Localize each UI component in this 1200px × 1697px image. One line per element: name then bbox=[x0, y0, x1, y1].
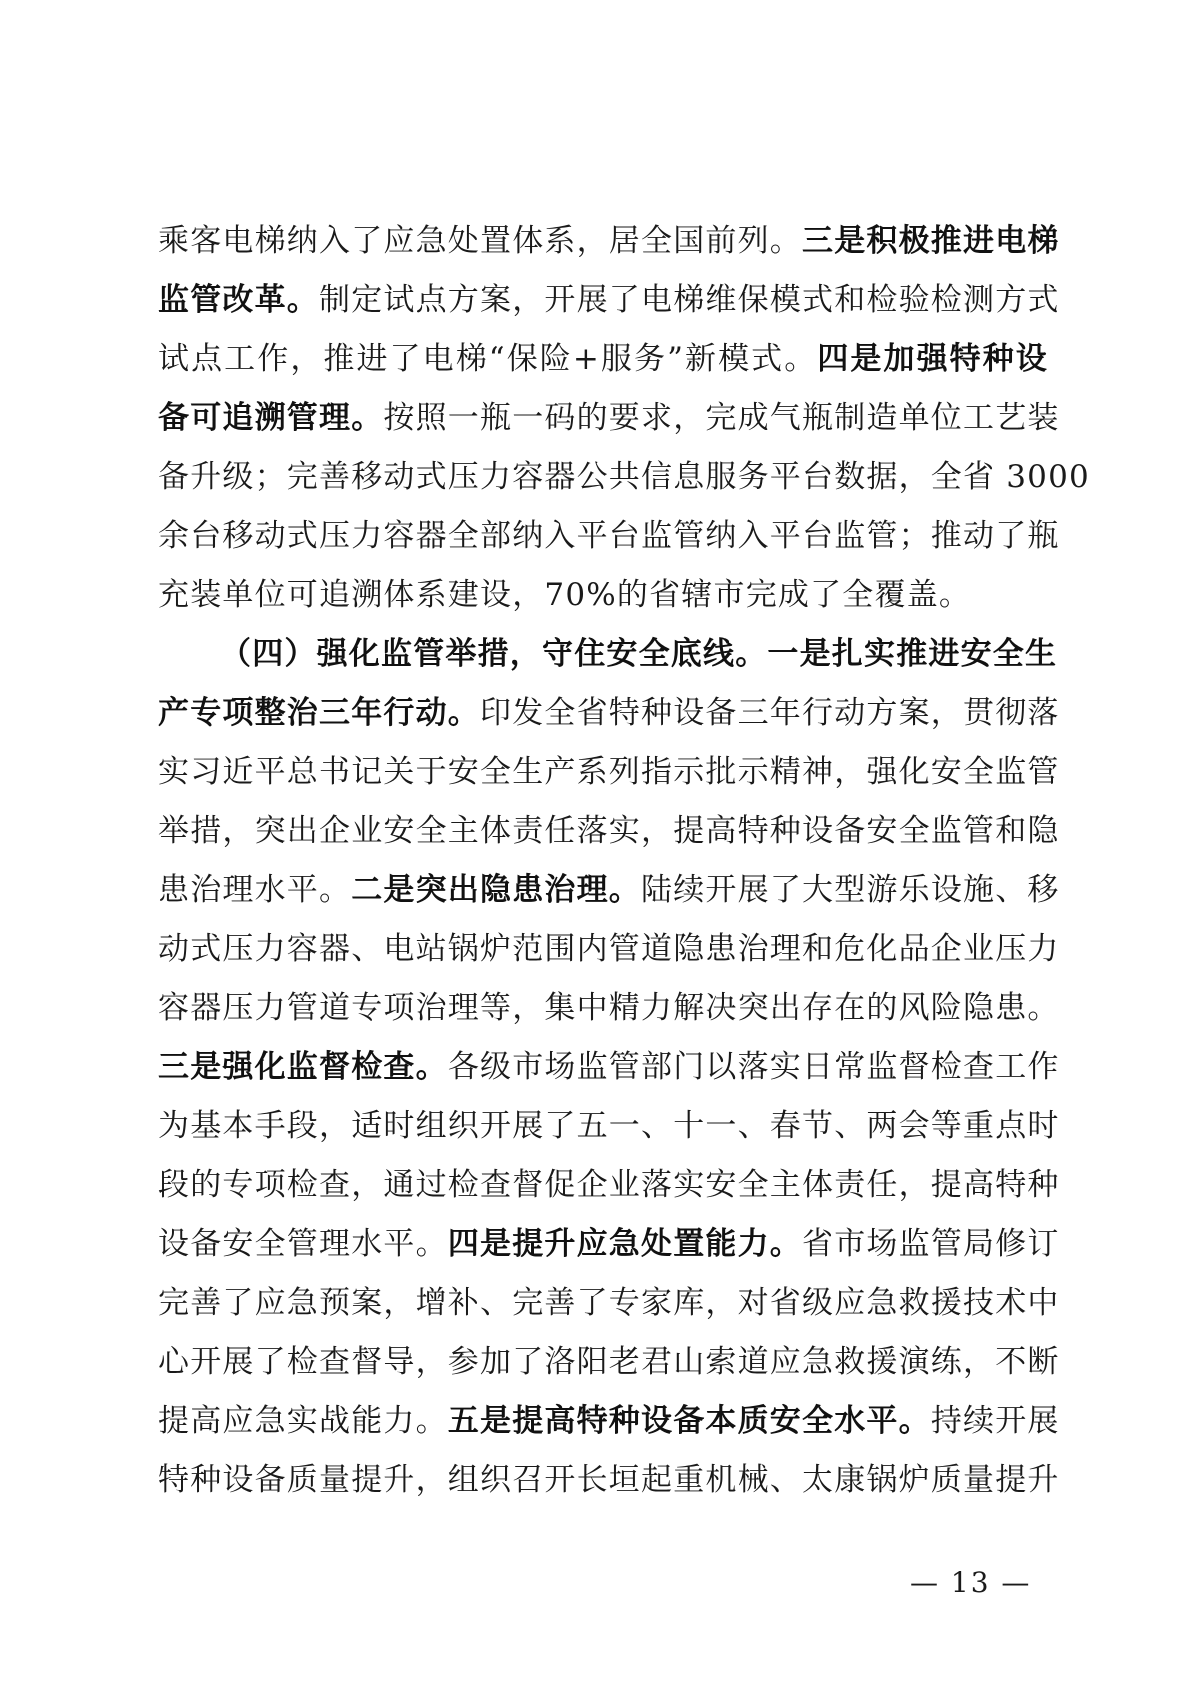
body-text-span: 各级市场监管部门以落实日常监督检查工作 bbox=[447, 1049, 1060, 1085]
body-text-span: 乘客电梯纳入了应急处置体系，居全国前列。 bbox=[158, 223, 802, 259]
body-text-span: 设备安全管理水平。 bbox=[158, 1226, 448, 1262]
text-line bbox=[158, 212, 1060, 271]
text-line bbox=[158, 743, 1060, 802]
body-text-span: 为基本手段，适时组织开展了五一、十一、春节、两会等重点时 bbox=[158, 1108, 1060, 1144]
body-text-span: 余台移动式压力容器全部纳入平台监管纳入平台监管；推动了瓶 bbox=[158, 518, 1060, 554]
body-text-span: 印发全省特种设备三年行动方案，贯彻落 bbox=[480, 695, 1060, 731]
text-line bbox=[158, 1038, 1060, 1097]
text-line bbox=[158, 1392, 1060, 1451]
text-line bbox=[158, 684, 1060, 743]
text-line bbox=[158, 566, 1048, 625]
body-text-span: 患治理水平。 bbox=[158, 872, 352, 908]
body-text-span: 举措，突出企业安全主体责任落实，提高特种设备安全监管和隐 bbox=[158, 813, 1060, 849]
body-text-span: 心开展了检查督导，参加了洛阳老君山索道应急救援演练，不断 bbox=[158, 1344, 1060, 1380]
text-line bbox=[158, 389, 1060, 448]
text-line bbox=[158, 1451, 1060, 1510]
body-text-span: 省市场监管局修订 bbox=[802, 1226, 1060, 1262]
bold-heading-text: 产专项整治三年行动。 bbox=[158, 695, 480, 731]
bold-heading-text: 五是提高特种设备本质安全水平。 bbox=[447, 1403, 931, 1439]
body-text-span: 特种设备质量提升，组织召开长垣起重机械、太康锅炉质量提升 bbox=[158, 1462, 1060, 1498]
text-line bbox=[158, 507, 1060, 566]
text-line bbox=[158, 448, 1090, 507]
bold-heading-text: 二是突出隐患治理。 bbox=[351, 872, 642, 908]
text-line bbox=[158, 1097, 1060, 1156]
bold-heading-text: 备可追溯管理。 bbox=[158, 400, 384, 436]
text-line bbox=[158, 861, 1060, 920]
bold-heading-text: 四是加强特种设 bbox=[817, 341, 1048, 377]
bold-heading-text: 三是积极推进电梯 bbox=[802, 223, 1060, 259]
text-line bbox=[158, 920, 1060, 979]
body-text-span: 段的专项检查，通过检查督促企业落实安全主体责任，提高特种 bbox=[158, 1167, 1060, 1203]
body-text-span: 备升级；完善移动式压力容器公共信息服务平台数据，全省 3000 bbox=[158, 459, 1090, 495]
text-line bbox=[158, 802, 1060, 861]
text-line bbox=[158, 625, 1058, 684]
text-line bbox=[158, 979, 1060, 1038]
text-line bbox=[158, 1156, 1060, 1215]
body-text-span: 提高应急实战能力。 bbox=[158, 1403, 448, 1439]
bold-heading-text: 监管改革。 bbox=[158, 282, 319, 318]
bold-heading-text: （四）强化监管举措，守住安全底线。一是扎实推进安全生 bbox=[220, 636, 1058, 672]
page-number: — 13 — bbox=[910, 1566, 1032, 1599]
body-text-span: 试点工作，推进了电梯“保险+服务”新模式。 bbox=[158, 341, 818, 377]
text-line bbox=[158, 1274, 1060, 1333]
bold-heading-text: 四是提升应急处置能力。 bbox=[447, 1226, 803, 1262]
body-text-span: 持续开展 bbox=[930, 1403, 1060, 1439]
text-line bbox=[158, 271, 1060, 330]
body-text-span: 陆续开展了大型游乐设施、移 bbox=[641, 872, 1060, 908]
body-text-span: 容器压力管道专项治理等，集中精力解决突出存在的风险隐患。 bbox=[158, 990, 1060, 1026]
text-line bbox=[158, 1333, 1060, 1392]
bold-heading-text: 三是强化监督检查。 bbox=[158, 1049, 448, 1085]
body-text-span: 制定试点方案，开展了电梯维保模式和检验检测方式 bbox=[319, 282, 1060, 318]
body-text-span: 实习近平总书记关于安全生产系列指示批示精神，强化安全监管 bbox=[158, 754, 1060, 790]
body-text-span: 动式压力容器、电站锅炉范围内管道隐患治理和危化品企业压力 bbox=[158, 931, 1060, 967]
text-line bbox=[158, 330, 1048, 389]
body-text-span: 充装单位可追溯体系建设，70%的省辖市完成了全覆盖。 bbox=[158, 577, 972, 613]
text-line bbox=[158, 1215, 1060, 1274]
body-text-span: 按照一瓶一码的要求，完成气瓶制造单位工艺装 bbox=[383, 400, 1060, 436]
body-text-span: 完善了应急预案，增补、完善了专家库，对省级应急救援技术中 bbox=[158, 1285, 1060, 1321]
body-text bbox=[158, 212, 1090, 1510]
